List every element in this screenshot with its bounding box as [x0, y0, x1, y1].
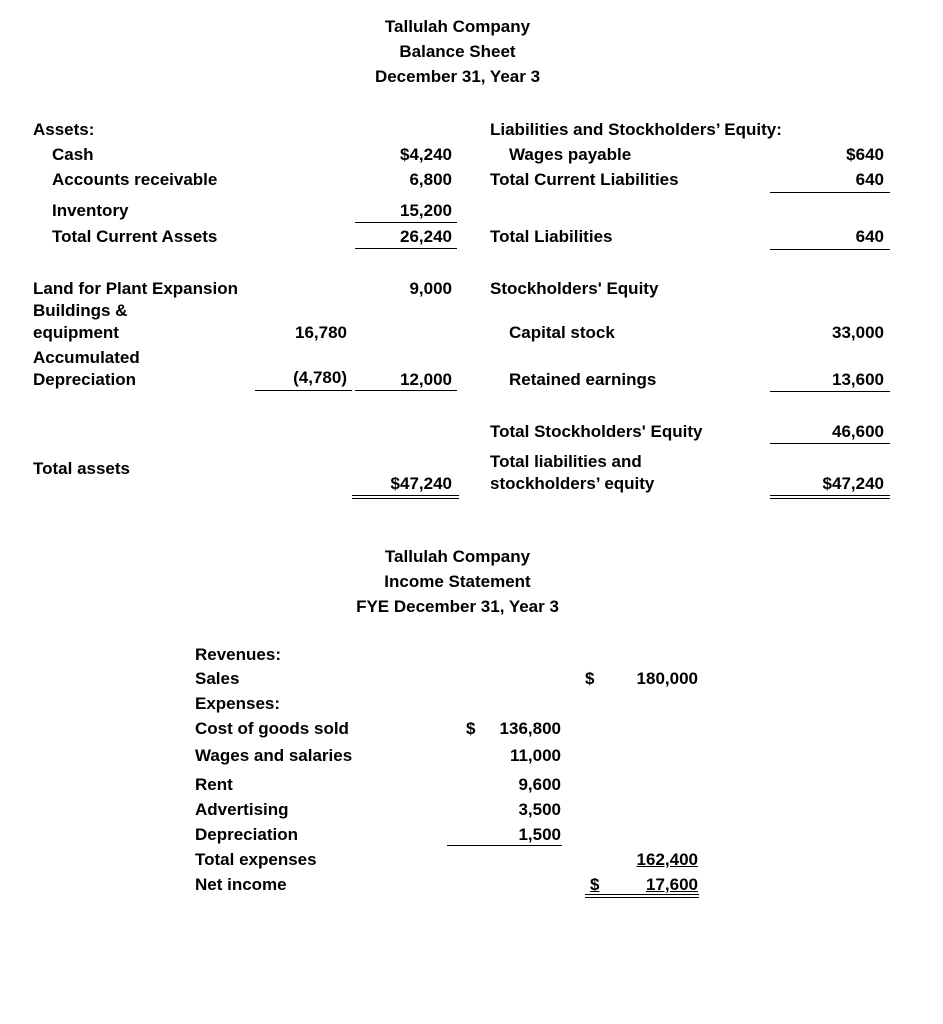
total-liabilities-value: 640 — [855, 227, 884, 246]
retained-earnings-value: 13,600 — [832, 370, 884, 389]
total-assets-label: Total assets — [33, 459, 131, 478]
ar-value: 6,800 — [409, 170, 452, 189]
ar-label: Accounts receivable — [52, 170, 218, 189]
depreciation-value: 1,500 — [518, 825, 561, 844]
buildings-label-2: equipment — [33, 323, 119, 342]
total-liab-equity-value: $47,240 — [822, 474, 884, 493]
net-income-double-underline — [585, 894, 699, 898]
wages-payable-label: Wages payable — [509, 145, 632, 164]
cogs-value: 136,800 — [499, 719, 561, 738]
tse-underline — [770, 443, 890, 444]
accumulated-label-2: Depreciation — [33, 370, 136, 389]
total-current-liabilities-label: Total Current Liabilities — [490, 170, 679, 189]
total-liab-equity-label-1: Total liabilities and — [490, 452, 642, 471]
sales-currency: $ — [585, 669, 595, 688]
total-assets-double-underline — [352, 495, 459, 499]
cogs-currency: $ — [466, 719, 476, 738]
cash-value: $4,240 — [400, 145, 452, 164]
total-expenses-value: 162,400 — [636, 850, 698, 869]
total-liab-equity-label-2: stockholders’ equity — [490, 474, 655, 493]
net-income-value: 17,600 — [646, 875, 698, 894]
balance-sheet-company: Tallulah Company — [384, 17, 531, 36]
land-value: 9,000 — [409, 279, 452, 298]
accumulated-label-1: Accumulated — [33, 348, 140, 367]
income-statement-title: Income Statement — [384, 572, 531, 591]
balance-sheet-date: December 31, Year 3 — [374, 67, 541, 86]
total-assets-value: $47,240 — [390, 474, 452, 493]
depreciation-underline — [447, 845, 562, 846]
cash-label: Cash — [52, 145, 94, 164]
tle-double-underline — [770, 495, 890, 499]
revenues-label: Revenues: — [195, 645, 281, 664]
assets-heading: Assets: — [33, 120, 95, 139]
inventory-label: Inventory — [52, 201, 129, 220]
land-label: Land for Plant Expansion — [33, 279, 238, 298]
capital-stock-value: 33,000 — [832, 323, 884, 342]
total-stockholders-equity-value: 46,600 — [832, 422, 884, 441]
net-income-currency: $ — [590, 875, 600, 894]
buildings-label-1: Buildings & — [33, 301, 128, 320]
stockholders-equity-heading: Stockholders' Equity — [490, 279, 659, 298]
cogs-label: Cost of goods sold — [195, 719, 349, 738]
net-ppe-underline — [355, 390, 457, 391]
income-statement-company: Tallulah Company — [384, 547, 531, 566]
total-current-assets-label: Total Current Assets — [52, 227, 218, 246]
sales-label: Sales — [195, 669, 240, 688]
retained-earnings-label: Retained earnings — [509, 370, 657, 389]
buildings-value: 16,780 — [295, 323, 347, 342]
wages-salaries-label: Wages and salaries — [195, 746, 353, 765]
income-statement-date: FYE December 31, Year 3 — [356, 597, 559, 616]
balance-sheet-title: Balance Sheet — [399, 42, 516, 61]
capital-stock-label: Capital stock — [509, 323, 615, 342]
tl-underline — [770, 249, 890, 250]
total-expenses-label: Total expenses — [195, 850, 317, 869]
net-ppe-value: 12,000 — [400, 370, 452, 389]
inventory-value: 15,200 — [400, 201, 452, 220]
wages-payable-value: $640 — [846, 145, 884, 164]
inventory-underline — [355, 222, 457, 223]
sales-value: 180,000 — [636, 669, 698, 688]
liabilities-heading: Liabilities and Stockholders’ Equity: — [490, 120, 782, 139]
rent-label: Rent — [195, 775, 233, 794]
net-income-label: Net income — [195, 875, 287, 894]
rent-value: 9,600 — [518, 775, 561, 794]
accumulated-value: (4,780) — [293, 368, 347, 387]
tca-underline — [355, 248, 457, 249]
total-liabilities-label: Total Liabilities — [490, 227, 613, 246]
total-current-liabilities-value: 640 — [855, 170, 884, 189]
total-stockholders-equity-label: Total Stockholders' Equity — [490, 422, 703, 441]
re-underline — [770, 391, 890, 392]
total-current-assets-value: 26,240 — [400, 227, 452, 246]
depreciation-label: Depreciation — [195, 825, 298, 844]
tcl-underline — [770, 192, 890, 193]
advertising-value: 3,500 — [518, 800, 561, 819]
accumulated-underline — [255, 390, 352, 391]
wages-salaries-value: 11,000 — [509, 746, 561, 765]
advertising-label: Advertising — [195, 800, 289, 819]
expenses-label: Expenses: — [195, 694, 281, 713]
